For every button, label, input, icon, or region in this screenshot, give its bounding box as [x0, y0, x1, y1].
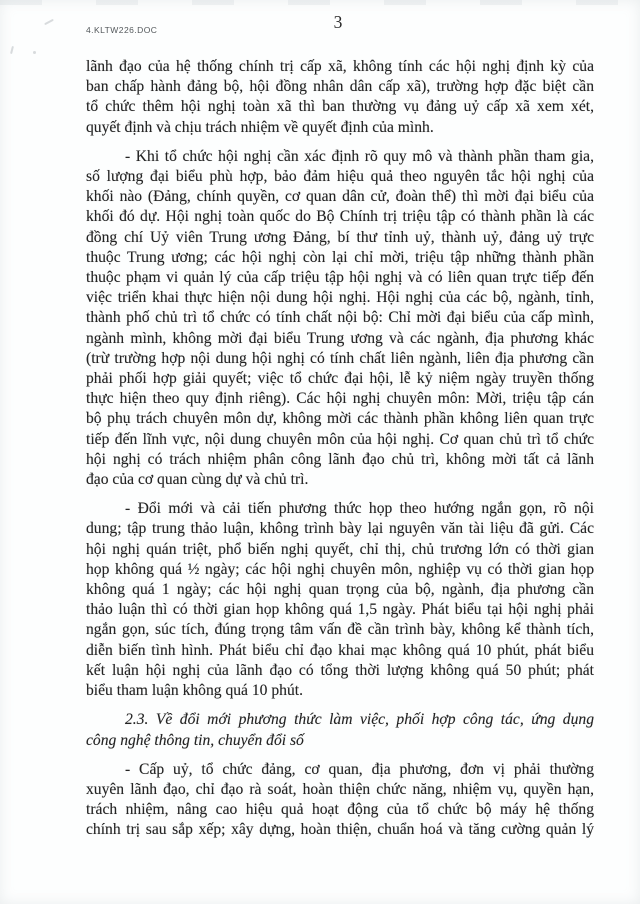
- scan-edge-artifact: [0, 0, 640, 5]
- scan-artifact: [33, 51, 36, 54]
- document-reference: 4.KLTW226.DOC: [86, 25, 158, 35]
- text-line: ngắn gọn, súc tích, đúng trọng tâm vấn đề cần trình bày, không kể thành tích,: [86, 621, 594, 639]
- text-line: - Đổi mới và cải tiến phương thức họp theo hướng ngắn gọn, rõ nội: [125, 500, 594, 518]
- text-line: dung; tập trung thảo luận, không trình bày lại nguyên văn tài liệu đã gửi. Các: [86, 520, 594, 538]
- scan-artifact: [10, 46, 14, 54]
- scan-artifact: [44, 19, 54, 25]
- text-line: thành phố chủ trì tổ chức có tính chất nội bộ: Chỉ mời đại biểu của cấp mình,: [86, 309, 594, 327]
- text-line: hội nghị có trách nhiệm phân công lãnh đạo chủ trì, không mời tất cả lãnh: [86, 450, 594, 468]
- text-line: kết luận hội nghị của lãnh đạo có tổng thời lượng không quá 50 phút; phát: [86, 661, 594, 679]
- text-line: diễn biến tình hình. Phát biểu chỉ đạo khai mạc không quá 10 phút, phát biểu: [86, 641, 594, 659]
- page-number: 3: [333, 12, 343, 32]
- page-body-text: [86, 57, 594, 841]
- paragraph: [86, 760, 594, 841]
- text-line: khối nào (Đảng, chính quyền, cơ quan dân cử, đoàn thể) thì mời đại biểu của: [86, 188, 594, 206]
- text-line: họp không quá ½ ngày; các hội nghị chuyên môn, nghiệp vụ có thời gian họp: [86, 560, 594, 578]
- text-line: thuộc Trung ương; các hội nghị còn lại chỉ mời, triệu tập những thành phần: [86, 248, 594, 266]
- text-line: thực hiện theo quy định riêng). Các hội nghị chuyên môn: Mời, triệu tập cán: [86, 390, 594, 408]
- paragraph: [86, 57, 594, 138]
- heading-line: 2.3. Về đổi mới phương thức làm việc, phối hợp công tác, ứng dụng: [125, 711, 594, 729]
- text-line: thảo luận thì có thời gian họp không quá 1,5 ngày. Phát biểu tại hội nghị phải: [86, 601, 594, 619]
- text-line: tiếp đến lĩnh vực, nội dung chuyên môn của hội nghị. Cơ quan chủ trì tổ chức: [86, 430, 594, 448]
- text-line: lãnh đạo của hệ thống chính trị cấp xã, không tính các hội nghị định kỳ của: [86, 58, 594, 75]
- text-line: bộ phụ trách chuyên môn dự, không mời các thành phần không liên quan trực: [86, 410, 594, 428]
- text-line: khối đó dự. Hội nghị toàn quốc do Bộ Chính trị triệu tập có thành phần là các: [86, 208, 594, 226]
- text-line: biểu tham luận không quá 10 phút.: [86, 682, 303, 700]
- text-line: đạo của cơ quan cùng dự và chủ trì.: [86, 471, 309, 489]
- text-line: xuyên lãnh đạo, chỉ đạo rà soát, hoàn thiện chức năng, nhiệm vụ, quyền hạn,: [86, 780, 594, 798]
- section-heading: [86, 710, 594, 750]
- text-line: chính trị sau sắp xếp; xây dựng, hoàn thiện, chuẩn hoá và tăng cường quản lý: [86, 821, 594, 839]
- text-line: thuộc phạm vi quản lý của cấp triệu tập hội nghị và có liên quan trực tiếp đến: [86, 269, 594, 287]
- text-line: việc triển khai thực hiện nội dung hội nghị. Hội nghị của các bộ, ngành, tỉnh,: [86, 289, 594, 307]
- paragraph: [86, 499, 594, 701]
- text-line: quyết định và chịu trách nhiệm về quyết định của mình.: [86, 118, 434, 136]
- text-line: phải phối hợp giải quyết; việc tổ chức đại hội, lễ kỷ niệm ngày truyền thống: [86, 370, 594, 388]
- text-line: hội nghị quán triệt, phổ biến nghị quyết, chỉ thị, chủ trương lớn có thời gian: [86, 540, 594, 558]
- text-line: đồng chí Uỷ viên Trung ương Đảng, bí thư tỉnh uỷ, thành uỷ, đảng uỷ trực: [86, 228, 594, 246]
- text-line: tổ chức thêm hội nghị toàn xã thì ban thường vụ đảng uỷ cấp xã xem xét,: [86, 98, 594, 116]
- text-line: không quá 1 ngày; các hội nghị quan trọng của bộ, ngành, địa phương cần: [86, 581, 594, 599]
- text-line: - Cấp uỷ, tổ chức đảng, cơ quan, địa phương, đơn vị phải thường: [125, 760, 594, 778]
- paragraph: [86, 147, 594, 490]
- text-line: - Khi tổ chức hội nghị cần xác định rõ quy mô và thành phần tham gia,: [125, 147, 594, 165]
- heading-line: công nghệ thông tin, chuyển đổi số: [86, 731, 304, 749]
- text-line: trách nhiệm, nâng cao hiệu quả hoạt động của tổ chức bộ máy hệ thống: [86, 801, 594, 819]
- text-line: ban chấp hành đảng bộ, hội đồng nhân dân cấp xã), trường hợp đặc biệt cần: [86, 78, 594, 96]
- text-line: ngành mình, không mời đại biểu Trung ương và các ngành, địa phương khác: [86, 329, 594, 347]
- text-line: (trừ trường hợp nội dung hội nghị có tính chất liên ngành, liên địa phương cần: [86, 349, 594, 367]
- text-line: số lượng đại biểu phù hợp, bảo đảm hiệu quả theo nguyên tắc hội nghị của: [86, 168, 594, 186]
